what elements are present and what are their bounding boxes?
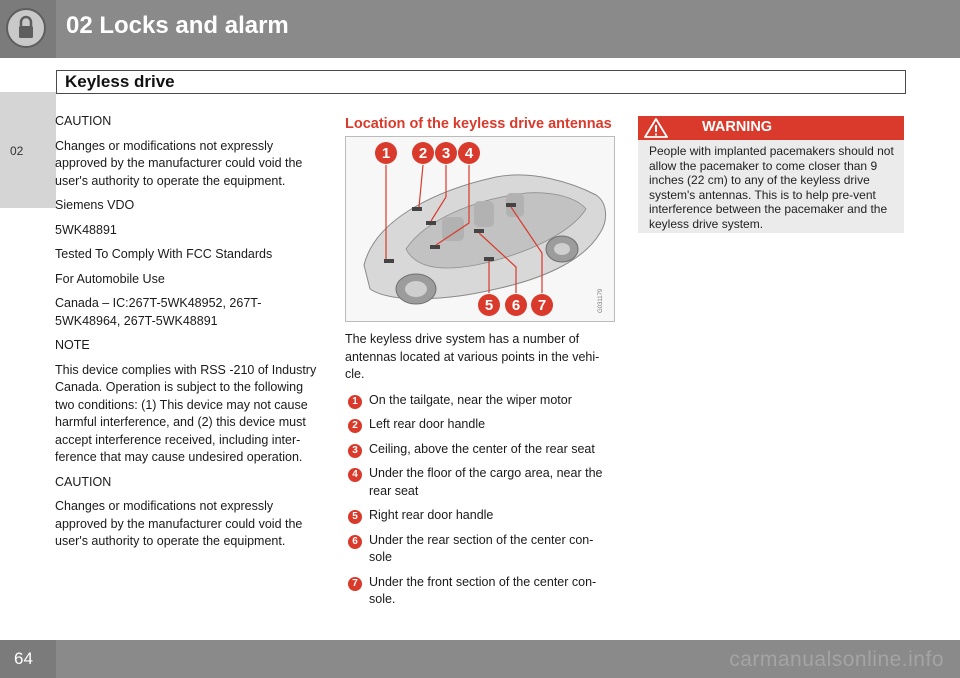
page-number: 64 bbox=[14, 649, 33, 668]
warning-title: WARNING bbox=[702, 119, 773, 135]
lock-icon bbox=[6, 8, 46, 48]
watermark: carmanualsonline.info bbox=[729, 648, 944, 671]
list-item-text: Ceiling, above the center of the rear seat bbox=[369, 441, 595, 456]
page-footer bbox=[0, 640, 960, 678]
antenna-5-marker bbox=[484, 257, 494, 261]
regulatory-text-column bbox=[55, 113, 323, 558]
chapter-title: 02 Locks and alarm bbox=[66, 12, 289, 39]
antenna-2-marker bbox=[412, 207, 422, 211]
paragraph: Canada – IC:267T-5WK48952, 267T-5WK48964, 267T-5WK48891 bbox=[55, 296, 262, 328]
paragraph: Siemens VDO bbox=[55, 198, 135, 212]
paragraph: Changes or modifications not expressly approved by the manufacturer could void the user's authority to operate the equipment. bbox=[55, 138, 303, 188]
list-item bbox=[345, 465, 615, 500]
number-badge: 4 bbox=[348, 468, 362, 482]
paragraph: 5WK48891 bbox=[55, 222, 117, 237]
callout-1: 1 bbox=[381, 145, 391, 162]
list-item bbox=[345, 574, 615, 609]
list-item bbox=[345, 441, 615, 459]
paragraph: This device complies with RSS -210 of Industry Canada. Operation is subject to the following two conditions: (1) This device may not cause harmful interference, and (2) this device must accept interference received, including inter-ference that may cause undesired operation. bbox=[55, 362, 317, 464]
warning-box bbox=[638, 116, 904, 233]
callout-6: 6 bbox=[511, 297, 521, 314]
number-badge: 3 bbox=[348, 444, 362, 458]
paragraph: CAUTION bbox=[55, 114, 112, 128]
warning-triangle-icon bbox=[644, 118, 668, 138]
side-tab-label: 02 bbox=[10, 144, 24, 158]
list-item bbox=[345, 532, 615, 567]
section-title-bar bbox=[56, 70, 906, 94]
antenna-description bbox=[345, 331, 615, 616]
antenna-3-marker bbox=[426, 221, 436, 225]
chapter-side-tab bbox=[0, 92, 56, 208]
antenna-location-figure bbox=[345, 136, 615, 322]
car-illustration bbox=[346, 137, 614, 321]
list-item-text: Under the rear section of the center con-sole bbox=[369, 532, 594, 564]
list-item-text: On the tailgate, near the wiper motor bbox=[369, 392, 572, 407]
section-title: Keyless drive bbox=[65, 72, 175, 91]
paragraph: Tested To Comply With FCC Standards bbox=[55, 247, 273, 261]
header-icon-block bbox=[0, 0, 56, 58]
callout-7: 7 bbox=[537, 297, 547, 314]
number-badge: 6 bbox=[348, 535, 362, 549]
list-item-text: Under the floor of the cargo area, near the rear seat bbox=[369, 466, 603, 498]
list-item bbox=[345, 507, 615, 525]
callout-4: 4 bbox=[464, 145, 474, 162]
paragraph: Changes or modifications not expressly approved by the manufacturer could void the user's authority to operate the equipment. bbox=[55, 499, 303, 548]
number-badge: 1 bbox=[348, 395, 362, 409]
list-item bbox=[345, 392, 615, 410]
antenna-6-marker bbox=[474, 229, 484, 233]
paragraph: For Automobile Use bbox=[55, 271, 165, 286]
antenna-list bbox=[345, 392, 615, 609]
paragraph: NOTE bbox=[55, 338, 90, 352]
list-item-text: Left rear door handle bbox=[369, 417, 486, 431]
antenna-4-marker bbox=[430, 245, 440, 249]
antenna-1-marker bbox=[384, 259, 394, 263]
warning-header bbox=[638, 116, 904, 140]
figure-code: G031179 bbox=[598, 288, 604, 313]
footer-number-block bbox=[0, 640, 56, 678]
callout-2: 2 bbox=[418, 145, 428, 162]
callout-3: 3 bbox=[441, 145, 451, 162]
intro-paragraph: The keyless drive system has a number of antennas located at various points in the vehi-cle. bbox=[345, 332, 600, 381]
chapter-header bbox=[0, 0, 960, 58]
callout-5: 5 bbox=[484, 297, 494, 314]
antenna-location-heading: Location of the keyless drive antennas bbox=[345, 116, 612, 132]
number-badge: 7 bbox=[348, 577, 362, 591]
list-item-text: Right rear door handle bbox=[369, 508, 494, 522]
number-badge: 2 bbox=[348, 419, 362, 433]
warning-text: People with implanted pacemakers should not allow the pacemaker to come closer than 9 inches (22 cm) to any of the keyless drive system's antennas. This is to help pre-vent interference between the pacemaker and the keyless drive system. bbox=[649, 144, 894, 231]
paragraph: CAUTION bbox=[55, 474, 112, 489]
list-item bbox=[345, 416, 615, 434]
antenna-7-marker bbox=[506, 203, 516, 207]
list-item-text: Under the front section of the center con-sole. bbox=[369, 574, 597, 606]
number-badge: 5 bbox=[348, 510, 362, 524]
